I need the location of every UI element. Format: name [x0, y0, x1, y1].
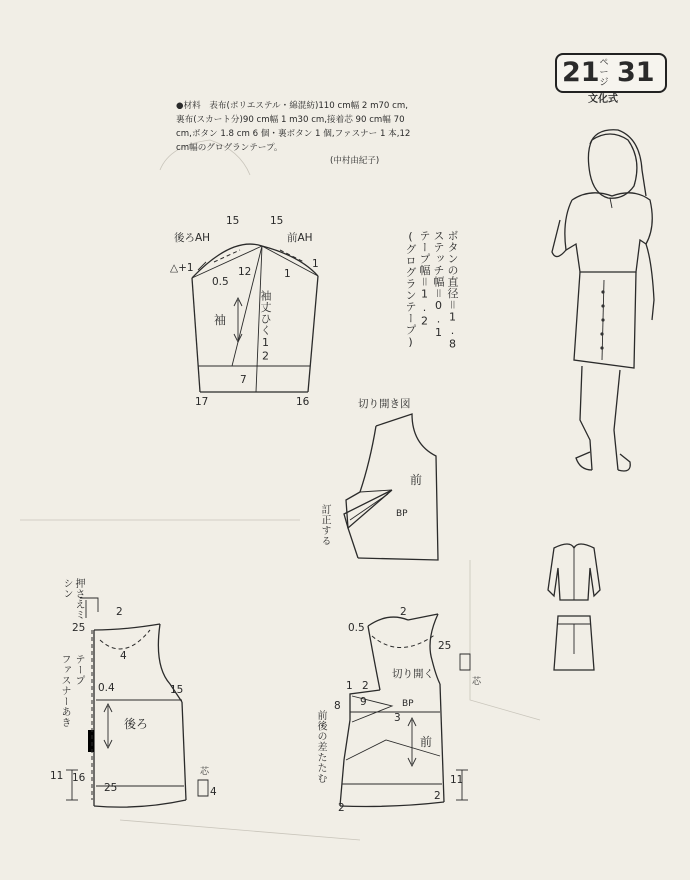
back-hem-25: 25	[104, 782, 118, 794]
sleeve-12-value: 12	[238, 266, 252, 278]
sleeve-pattern	[192, 244, 318, 392]
sleeve-label: 袖	[214, 313, 227, 327]
sleeve-back-armhole-label: 後ろAH	[174, 232, 211, 244]
back-left-16: 16	[72, 772, 86, 784]
back-zipper-note: ファスナーあき	[59, 654, 70, 728]
front-bp-label: BP	[402, 699, 414, 709]
sleeve-delta-label: △+1	[170, 262, 194, 274]
note-tape-width: テープ幅＝1.2	[418, 230, 431, 328]
back-tape-note: テープ	[73, 654, 84, 686]
flat-blouse	[548, 544, 600, 600]
front-shoulder-2: 2	[400, 606, 407, 618]
back-bodice-label: 後ろ	[124, 717, 149, 731]
sleeve-7-value: 7	[240, 374, 247, 386]
back-bodice-pattern	[66, 598, 208, 807]
flat-skirt	[554, 616, 594, 670]
page-unit: ページ	[599, 58, 609, 88]
sleeve-right-one: 1	[312, 258, 319, 270]
page-right-number: 31	[617, 57, 655, 88]
note-grosgrain: (グログランテープ)	[404, 230, 417, 349]
cutopen-correct-note: 訂正する	[319, 504, 330, 546]
front-bodice-label: 前	[420, 735, 433, 749]
front-hem-left-2: 2	[338, 802, 345, 814]
front-facing-label: 芯	[472, 677, 482, 687]
cutopen-front-label: 前	[410, 473, 423, 487]
back-shoulder-value: 2	[116, 606, 123, 618]
designer-credit: (中村由紀子)	[330, 156, 380, 166]
sleeve-cap-right-value: 15	[270, 215, 284, 227]
sleeve-grain-note: 袖丈ひく12	[259, 290, 272, 363]
front-8-value: 8	[334, 700, 341, 712]
sleeve-hem-right: 16	[296, 396, 310, 408]
sleeve-front-armhole-label: 前AH	[287, 232, 313, 244]
page-left-number: 21	[562, 57, 600, 88]
back-04-value: 0.4	[98, 682, 115, 694]
front-side-note: 前後の差たたむ	[315, 710, 326, 784]
cutopen-title: 切り開き図	[358, 398, 411, 410]
back-facing-label: 芯	[200, 767, 210, 777]
back-neck-depth-value: 4	[120, 650, 127, 662]
sleeve-hem-left: 17	[195, 396, 209, 408]
back-facing-4: 4	[210, 786, 217, 798]
sleeve-tick-1: 1	[284, 268, 291, 280]
fashion-figure	[552, 130, 654, 471]
materials-text: ●材料 表布(ポリエステル・綿混紡)110 cm幅 2 m70 cm,裏布(スカート分)90 cm幅 1 m30 cm,接着芯 90 cm幅 70 cm,ボタン 1.8 cm 6 個・裏ボタン 1 個,ファスナー 1 本,12 cm幅のグログランテープ。	[176, 101, 411, 153]
note-stitch-width: ステッチ幅＝0.1	[432, 230, 445, 340]
front-9-value: 9	[360, 696, 367, 708]
cutopen-pattern	[344, 414, 438, 560]
sleeve-05-value: 0.5	[212, 276, 229, 288]
note-button-diameter: ボタンの直径＝1.8	[446, 230, 459, 351]
cutopen-bp-label: BP	[396, 509, 408, 519]
front-3-value: 3	[394, 712, 401, 724]
front-2-value: 2	[362, 680, 369, 692]
bleed-through-lines	[20, 140, 540, 840]
front-1-value: 1	[346, 680, 353, 692]
front-25-value: 25	[438, 640, 452, 652]
back-hem-11: 11	[50, 770, 64, 782]
front-hem-right-2: 2	[434, 790, 441, 802]
front-cut-open-label: 切り開く	[392, 668, 434, 680]
back-press-stitch-note: 押さえミシン	[61, 578, 84, 620]
back-top-25: 25	[72, 622, 86, 634]
pattern-system-label: 文化式	[588, 94, 618, 105]
front-hem-11: 11	[450, 774, 464, 786]
front-05-value: 0.5	[348, 622, 365, 634]
sleeve-cap-left-value: 15	[226, 215, 240, 227]
page-reference-badge	[555, 53, 667, 93]
back-side-15: 15	[170, 684, 184, 696]
